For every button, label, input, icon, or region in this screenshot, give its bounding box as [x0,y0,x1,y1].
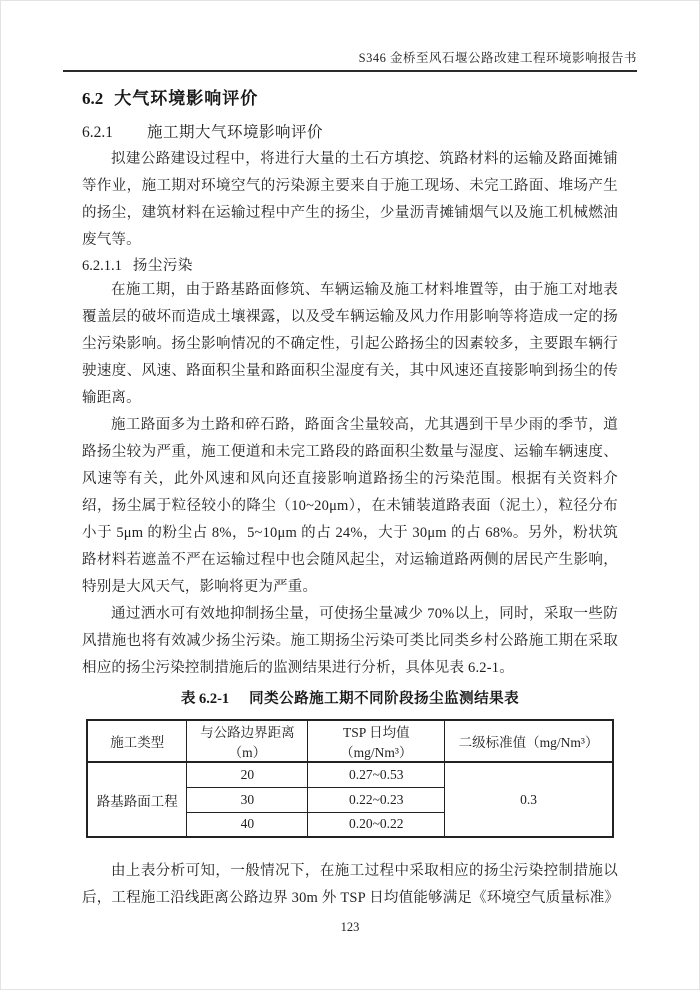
paragraph-table-conclusion: 由上表分析可知，一般情况下，在施工过程中采取相应的扬尘污染控制措施以后，工程施工沿线距离公路边界 30m 外 TSP 日均值能够满足《环境空气质量标准》 [82,863,620,906]
paragraph-dust-particle-analysis: 施工路面多为土路和碎石路，路面含尘量较高，尤其遇到干旱少雨的季节，道路扬尘较为严重，施工便道和未完工路段的路面积尘数量与湿度、运输车辆速度、风速等有关，此外风速和风向还直接影响道路扬尘的污染范围。根据有关资料介绍，扬尘属于粒径较小的降尘（10~20μm），在未铺装道路表面（泥土），粒径分布小于 5μm 的粉尘占 8%，5~10μm 的占 24%，大于 30μm 的占 68%。另外，粉状筑路材料若遮盖不严在运输过程中也会随风起尘，对运输道路两侧的居民产生影响，特别是大风天气，影响将更为严重。 [82,417,618,595]
header-title: S346 金桥至风石堰公路改建工程环境影响报告书 [358,51,637,65]
paragraph-construction-overview: 拟建公路建设过程中，将进行大量的土石方填挖、筑路材料的运输及路面摊铺等作业，施工期对环境空气的污染源主要来自于施工现场、未完工路面、堆场产生的扬尘，建筑材料在运输过程中产生的扬尘，少量沥青摊铺烟气以及施工机械燃油废气等。 [82,151,618,248]
column-header-tsp-daily-average: TSP 日均值（mg/Nm³） [308,720,445,762]
section-number-6-2-1-1: 6.2.1.1 [82,258,122,274]
cell-tsp-value: 0.20~0.22 [308,812,445,837]
cell-tsp-value: 0.22~0.23 [308,787,445,812]
cell-distance: 20 [187,762,308,787]
table-caption-number: 表 6.2-1 [180,691,230,707]
cell-tsp-value: 0.27~0.53 [308,762,445,787]
cell-construction-type: 路基路面工程 [87,762,187,837]
running-header [63,0,637,72]
table-head [87,720,613,762]
cell-distance: 30 [187,787,308,812]
column-header-construction-type: 施工类型 [87,720,187,762]
table-caption [82,689,618,710]
table-caption-text: 同类公路施工期不同阶段扬尘监测结果表 [249,691,520,707]
section-title-6-2-1: 施工期大气环境影响评价 [147,124,324,141]
column-header-grade2-standard: 二级标准值（mg/Nm³） [445,720,613,762]
paragraph-water-spray-mitigation: 通过洒水可有效地抑制扬尘量，可使扬尘量减少 70%以上，同时，采取一些防风措施也将有效减少扬尘污染。施工期扬尘污染可类比同类乡村公路施工期在采取相应的扬尘污染控制措施后的监测结果进行分析，具体见表 6.2-1。 [82,606,618,676]
section-number-6-2: 6.2 [82,89,104,108]
section-number-6-2-1: 6.2.1 [82,124,113,141]
paragraph-dust-causes: 在施工期，由于路基路面修筑、车辆运输及施工材料堆置等，由于施工对地表覆盖层的破坏而造成土壤裸露，以及受车辆运输及风力作用影响等将造成一定的扬尘污染影响。扬尘影响情况的不确定性，引起公路扬尘的因素较多，主要跟车辆行驶速度、风速、路面积尘量和路面积尘湿度有关，其中风速还直接影响到扬尘的传输距离。 [82,282,618,406]
cell-distance: 40 [187,812,308,837]
section-heading-6-2-1-1 [82,254,618,277]
dust-monitoring-table [86,719,614,838]
section-title-6-2-1-1: 扬尘污染 [132,258,193,274]
page-content [82,88,618,912]
table-header-row [87,720,613,762]
section-heading-6-2 [82,88,618,110]
table-row [87,762,613,787]
table-body [87,762,613,837]
section-heading-6-2-1 [82,122,618,144]
cell-standard-value: 0.3 [445,762,613,837]
section-title-6-2: 大气环境影响评价 [114,89,259,108]
column-header-distance: 与公路边界距离（m） [187,720,308,762]
page-number: 123 [340,920,360,934]
